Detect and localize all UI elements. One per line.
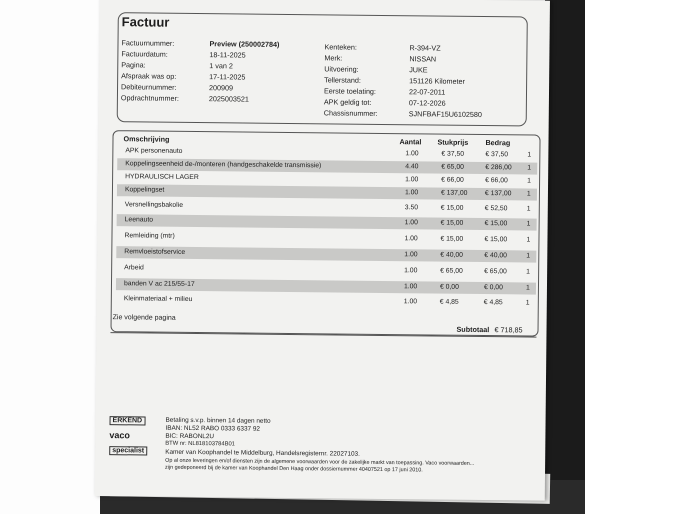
footer-payment: Betaling s.v.p. binnen 14 dagen netto — [165, 416, 271, 425]
row-code: 1 — [527, 177, 531, 185]
field-value: 17-11-2025 — [209, 72, 246, 82]
row-code: 1 — [526, 220, 531, 228]
field-value: JUKE — [409, 65, 428, 75]
row-description: APK personenauto — [125, 147, 183, 155]
row-stukprijs: € 65,00 — [441, 163, 464, 171]
field-value: 07-12-2026 — [408, 98, 446, 108]
table-row — [117, 199, 537, 215]
field-value: NISSAN — [409, 54, 437, 64]
row-code: 1 — [527, 164, 532, 172]
row-bedrag: € 137,00 — [484, 190, 512, 198]
field-label: Factuurdatum: — [121, 49, 168, 59]
row-bedrag: € 66,00 — [485, 177, 508, 185]
field-value: 1 van 2 — [209, 61, 233, 71]
row-stukprijs: € 65,00 — [440, 267, 463, 275]
row-aantal: 1.00 — [405, 150, 419, 158]
field-label: Afspraak was op: — [121, 71, 177, 81]
background-left — [0, 0, 100, 514]
footer-iban: IBAN: NL52 RABO 0333 6337 92 — [165, 424, 261, 433]
row-bedrag: € 52,50 — [484, 205, 508, 213]
row-aantal: 4.40 — [405, 163, 419, 171]
row-aantal: 1.00 — [404, 251, 418, 259]
subtotal-value: € 718,85 — [494, 325, 523, 335]
row-bedrag: € 0,00 — [483, 284, 503, 292]
logo-specialist: specialist — [109, 446, 147, 455]
field-value: 22-07-2011 — [408, 87, 446, 97]
field-label: Kenteken: — [324, 42, 357, 52]
row-code: 1 — [527, 151, 532, 159]
row-code: 1 — [526, 190, 531, 198]
field-label: Opdrachtnummer: — [120, 93, 179, 103]
row-aantal: 1.00 — [405, 176, 419, 184]
table-row — [116, 262, 536, 278]
column-header-bedrag: Bedrag — [485, 138, 511, 148]
row-aantal: 1.00 — [404, 219, 418, 227]
field-label: Chassisnummer: — [323, 108, 378, 118]
invoice-paper — [95, 0, 550, 501]
row-bedrag: € 286,00 — [485, 164, 512, 172]
row-stukprijs: € 15,00 — [440, 235, 464, 243]
background-right — [590, 0, 685, 514]
footer-kvk: Kamer van Koophandel te Middelburg, Handelsregisternr. 22027103. — [165, 448, 360, 458]
column-header-stukprijs: Stukprijs — [437, 137, 469, 147]
field-value: 18-11-2025 — [209, 50, 246, 60]
field-label: Factuurnummer: — [121, 38, 175, 48]
invoice-lines-table — [110, 130, 540, 336]
field-value: R-394-VZ — [409, 43, 441, 53]
row-description: Kleinmateriaal + milieu — [123, 295, 193, 303]
row-description: Remvloeistofservice — [124, 248, 186, 256]
field-value: 2025003521 — [208, 94, 249, 104]
table-row — [116, 230, 536, 246]
subtotal-label: Subtotaal — [456, 324, 490, 335]
row-description: Koppelingset — [124, 186, 165, 194]
row-description: Koppelingseenheid de-/monteren (handgeschakelde transmissie) — [125, 160, 322, 170]
row-stukprijs: € 15,00 — [440, 219, 464, 227]
table-row — [116, 278, 536, 294]
footer-terms-2: zijn gedeponeerd bij de kamer van Koophandel Den Haag onder dossiernummer 40407521 op 17 juni 2010. — [165, 464, 423, 474]
column-header-aantal: Aantal — [399, 137, 422, 147]
field-label: Tellerstand: — [324, 75, 361, 85]
field-label: Eerste toelating: — [323, 86, 377, 96]
row-bedrag: € 4,85 — [483, 299, 503, 307]
row-description: banden V ac 215/55-17 — [123, 280, 195, 289]
table-row — [116, 246, 536, 262]
footer-vat: BTW nr: NL818103784B01 — [165, 440, 235, 448]
row-stukprijs: € 4,85 — [439, 298, 459, 306]
row-bedrag: € 40,00 — [484, 252, 508, 260]
next-page-note: Zie volgende pagina — [112, 314, 176, 322]
field-label: APK geldig tot: — [323, 97, 372, 107]
row-aantal: 1.00 — [403, 283, 418, 291]
field-value: 200909 — [208, 83, 234, 93]
row-aantal: 1.00 — [404, 267, 418, 275]
row-description: Arbeid — [124, 264, 144, 272]
field-label: Debiteurnummer: — [121, 82, 177, 92]
footer-bic: BIC: RABONL2U — [165, 432, 215, 441]
row-stukprijs: € 15,00 — [440, 204, 464, 212]
table-row — [117, 214, 537, 230]
row-stukprijs: € 0,00 — [439, 283, 459, 291]
row-description: HYDRAULISCH LAGER — [125, 173, 199, 182]
logo-vaco: vaco — [109, 430, 130, 441]
vaco-erkend-logo — [105, 416, 156, 467]
row-bedrag: € 37,50 — [485, 151, 509, 159]
row-code: 1 — [526, 252, 531, 260]
row-stukprijs: € 66,00 — [441, 176, 464, 184]
row-aantal: 1.00 — [404, 189, 419, 197]
field-label: Merk: — [324, 53, 343, 63]
invoice-title: Factuur — [121, 14, 170, 30]
field-value: 151126 Kilometer — [409, 76, 465, 86]
field-label: Uitvoering: — [324, 64, 359, 74]
row-aantal: 1.00 — [404, 235, 418, 243]
field-value: Preview (250002784) — [209, 39, 280, 49]
row-code: 1 — [526, 236, 531, 244]
row-code: 1 — [525, 284, 530, 292]
logo-erkend: ERKEND — [110, 416, 146, 425]
row-bedrag: € 15,00 — [484, 236, 508, 244]
footer-terms: Op al onze leveringen en/of diensten zijn de algemene voorwaarden voor de zakelijke markt van toepassing. Vaco voorwaarden... — [165, 457, 475, 467]
table-row — [116, 293, 536, 309]
row-code: 1 — [526, 268, 530, 276]
row-bedrag: € 15,00 — [484, 220, 508, 228]
row-stukprijs: € 137,00 — [440, 189, 468, 197]
field-value: SJNFBAF15U6102580 — [408, 109, 482, 120]
column-header-omschrijving: Omschrijving — [123, 134, 170, 144]
row-bedrag: € 65,00 — [484, 268, 507, 276]
row-description: Versnellingsbakolie — [124, 201, 184, 209]
field-label: Pagina: — [121, 60, 146, 70]
row-aantal: 1.00 — [403, 298, 418, 306]
background-dark-edge — [545, 0, 585, 514]
row-aantal: 3.50 — [404, 204, 419, 212]
row-code: 1 — [525, 299, 530, 307]
row-code: 1 — [526, 205, 531, 213]
row-description: Remleiding (mtr) — [124, 232, 175, 240]
row-description: Leenauto — [124, 216, 154, 224]
row-stukprijs: € 37,50 — [441, 150, 465, 158]
row-stukprijs: € 40,00 — [440, 251, 464, 259]
